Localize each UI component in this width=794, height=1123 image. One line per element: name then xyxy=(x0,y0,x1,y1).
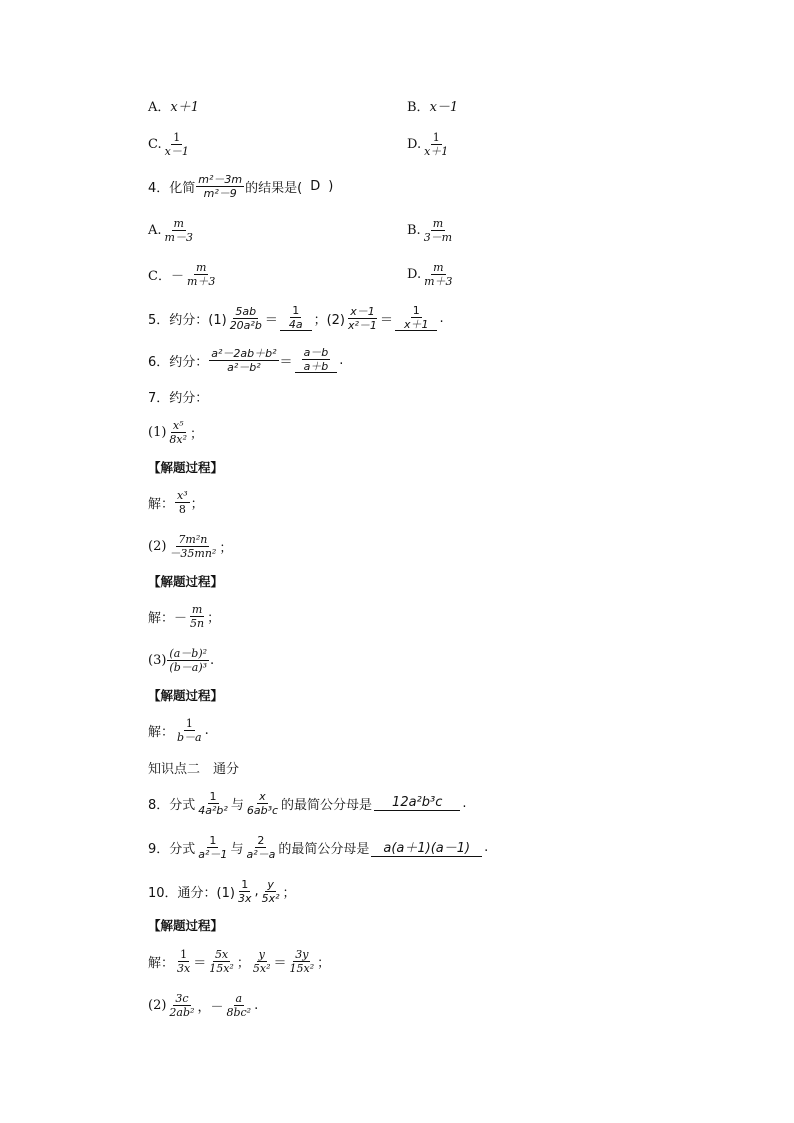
punctuation: ； xyxy=(236,955,250,971)
solution-tag xyxy=(148,684,223,706)
numerator: m²－3m xyxy=(198,172,243,186)
denominator: －35mn² xyxy=(169,546,217,560)
punctuation: ； xyxy=(317,955,331,971)
option-label: D. xyxy=(407,136,422,152)
numerator: 1 xyxy=(185,716,193,730)
denominator: 3x xyxy=(177,961,191,975)
denominator: 5n xyxy=(190,616,205,630)
denominator: x－1 xyxy=(164,144,189,158)
fraction xyxy=(196,791,230,816)
question-text: 的最简公分母是 xyxy=(278,841,370,857)
question-text: 10．通分：(1) xyxy=(148,885,235,901)
denominator: b－a xyxy=(177,730,202,744)
option-label: A. xyxy=(148,222,162,238)
denominator: a²－1 xyxy=(198,847,228,861)
q7-solution-1 xyxy=(148,486,204,518)
equals-sign: ＝ xyxy=(273,955,287,971)
fraction xyxy=(167,993,196,1018)
fraction xyxy=(260,879,282,904)
equals-sign: ＝ xyxy=(193,955,207,971)
numerator: y xyxy=(267,877,274,891)
period: . xyxy=(484,839,489,855)
fraction xyxy=(244,835,277,860)
fraction xyxy=(209,348,278,373)
punctuation: . xyxy=(204,722,209,738)
punctuation: ； xyxy=(190,496,204,512)
solution-prefix: 解： xyxy=(148,610,175,626)
numerator: 3c xyxy=(175,991,189,1005)
numerator: a－b xyxy=(303,346,329,359)
solution-label: 【解题过程】 xyxy=(148,918,224,933)
fraction xyxy=(207,949,236,974)
fraction xyxy=(422,218,454,243)
numerator: (a－b)² xyxy=(169,646,208,660)
solution-tag xyxy=(148,914,223,936)
q4-option-a xyxy=(148,214,196,246)
denominator: x＋1 xyxy=(403,318,429,331)
denominator: m²－9 xyxy=(203,186,237,200)
question-text: 6．约分： xyxy=(148,354,209,370)
fraction xyxy=(175,490,190,515)
fraction xyxy=(167,420,189,445)
solution-tag xyxy=(148,456,223,478)
punctuation: , xyxy=(254,883,259,899)
fraction xyxy=(228,306,264,331)
numerator: x xyxy=(259,789,266,803)
q4-option-d xyxy=(407,258,456,290)
answer-blank: 12a²b³c xyxy=(374,795,460,811)
fraction xyxy=(224,993,253,1018)
q4-option-b xyxy=(407,214,455,246)
question-9 xyxy=(148,830,488,864)
option-expr: x＋1 xyxy=(170,99,199,115)
fraction xyxy=(167,648,209,673)
question-text: 的最简公分母是 xyxy=(281,797,373,813)
part-label: (2) xyxy=(148,538,167,554)
denominator: m＋3 xyxy=(424,274,453,288)
denominator: x²－1 xyxy=(348,318,377,332)
numerator: x³ xyxy=(177,488,188,502)
fraction xyxy=(422,262,454,287)
q10-solution-1 xyxy=(148,944,330,978)
fraction xyxy=(236,879,254,904)
numerator: 1 xyxy=(209,833,217,847)
denominator: a²－b² xyxy=(227,360,261,374)
question-text: 9．分式 xyxy=(148,841,196,857)
numerator: x－1 xyxy=(350,304,375,318)
question-text: 4．化简 xyxy=(148,180,196,196)
fraction xyxy=(163,132,191,157)
question-5 xyxy=(148,302,444,334)
equals-sign: ＝ xyxy=(264,312,278,328)
question-text: ) xyxy=(328,178,334,194)
numerator: 1 xyxy=(173,130,181,144)
punctuation: ； xyxy=(219,540,233,556)
answer-blank xyxy=(395,305,438,331)
numerator: m xyxy=(191,602,203,616)
q3-option-a xyxy=(148,94,199,116)
fraction xyxy=(188,604,206,629)
period: . xyxy=(339,352,344,368)
numerator: x⁵ xyxy=(172,418,184,432)
fraction xyxy=(196,174,244,199)
fraction xyxy=(167,534,218,559)
equals-sign: ＝ xyxy=(279,354,293,370)
option-label: C. xyxy=(148,136,162,152)
numerator: 3y xyxy=(295,947,309,961)
denominator: 20a²b xyxy=(229,318,262,332)
option-label: C． xyxy=(148,268,171,284)
q7-part-2 xyxy=(148,530,232,562)
numerator: 5x xyxy=(214,947,229,961)
fraction xyxy=(302,347,331,372)
option-expr: x－1 xyxy=(429,99,459,115)
question-text: 8．分式 xyxy=(148,797,196,813)
numerator: y xyxy=(258,947,265,961)
question-text: 与 xyxy=(230,797,244,813)
sign: － xyxy=(174,610,188,626)
section-title: 知识点二 通分 xyxy=(148,761,240,777)
sign: － xyxy=(210,999,224,1015)
denominator: 8x² xyxy=(169,432,188,446)
punctuation: . xyxy=(210,652,215,668)
q4-option-c xyxy=(148,258,218,290)
denominator: 5x² xyxy=(261,891,280,905)
denominator: m－3 xyxy=(164,230,193,244)
fraction xyxy=(251,949,273,974)
solution-tag xyxy=(148,570,223,592)
denominator: a＋b xyxy=(303,360,329,373)
q7-solution-3 xyxy=(148,714,209,746)
fraction xyxy=(196,835,229,860)
answer-blank xyxy=(295,347,338,373)
numerator: 2 xyxy=(257,833,265,847)
numerator: 1 xyxy=(432,130,440,144)
question-4 xyxy=(148,170,333,202)
period: . xyxy=(254,997,259,1013)
numerator: 1 xyxy=(241,877,249,891)
punctuation: ， xyxy=(197,999,211,1015)
numerator: 1 xyxy=(209,789,217,803)
q7-solution-2 xyxy=(148,600,220,632)
punctuation: ； xyxy=(190,426,204,442)
q7-part-1 xyxy=(148,416,203,448)
numerator: a²－2ab＋b² xyxy=(211,346,277,360)
question-text: 5．约分：(1) xyxy=(148,312,227,328)
solution-label: 【解题过程】 xyxy=(148,460,224,475)
numerator: 1 xyxy=(180,947,188,961)
fraction xyxy=(175,718,204,743)
fraction xyxy=(163,218,195,243)
period: . xyxy=(462,795,467,811)
fraction xyxy=(287,305,305,330)
punctuation: ； xyxy=(207,610,221,626)
denominator: 8 xyxy=(178,502,186,516)
numerator: 1 xyxy=(412,304,420,317)
denominator: 3x xyxy=(237,891,252,905)
q7-part-3 xyxy=(148,644,214,676)
fraction xyxy=(402,305,431,330)
numerator: a xyxy=(235,991,243,1005)
question-text: 7．约分： xyxy=(148,390,209,406)
answer-blank: a(a＋1)(a－1) xyxy=(371,837,482,857)
solution-prefix: 解： xyxy=(148,496,175,512)
denominator: 3－m xyxy=(423,230,453,244)
numerator: 1 xyxy=(292,304,300,317)
option-label: A． xyxy=(148,99,171,115)
fraction xyxy=(346,306,379,331)
solution-label: 【解题过程】 xyxy=(148,688,224,703)
fraction xyxy=(245,791,280,816)
answer-blank xyxy=(280,305,312,331)
denominator: 5x² xyxy=(252,961,271,975)
answer: D xyxy=(310,178,321,194)
part-label: (3) xyxy=(148,652,167,668)
period: . xyxy=(439,310,444,326)
section-heading xyxy=(148,756,239,778)
denominator: m＋3 xyxy=(186,274,216,288)
question-text: 的结果是( xyxy=(245,180,303,196)
option-label: D. xyxy=(407,266,422,282)
question-text: ；(2) xyxy=(313,312,346,328)
denominator: x＋1 xyxy=(424,144,449,158)
numerator: m xyxy=(433,260,444,274)
question-10 xyxy=(148,874,296,908)
numerator: m xyxy=(432,216,444,230)
denominator: 4a²b² xyxy=(198,803,228,817)
numerator: 5ab xyxy=(235,304,257,318)
part-label: (2) xyxy=(148,997,167,1013)
denominator: 6ab³c xyxy=(246,803,279,817)
numerator: m xyxy=(173,216,184,230)
denominator: 8bc² xyxy=(226,1005,252,1019)
punctuation: ； xyxy=(282,885,296,901)
denominator: 2ab² xyxy=(169,1005,195,1019)
denominator: 15x² xyxy=(209,961,234,975)
q3-option-b xyxy=(407,94,458,116)
question-7-title xyxy=(148,385,208,407)
part-label: (1) xyxy=(148,424,167,440)
option-label: B． xyxy=(407,99,430,115)
option-label: B. xyxy=(407,222,421,238)
fraction xyxy=(185,262,217,287)
question-6 xyxy=(148,344,343,376)
question-8 xyxy=(148,786,467,820)
q3-option-c xyxy=(148,128,192,160)
solution-prefix: 解： xyxy=(148,724,175,740)
denominator: 15x² xyxy=(289,961,315,975)
numerator: 7m²n xyxy=(178,532,208,546)
numerator: m xyxy=(195,260,207,274)
denominator: (b－a)³ xyxy=(169,660,208,674)
equals-sign: ＝ xyxy=(379,312,393,328)
fraction xyxy=(422,132,450,157)
fraction xyxy=(288,949,317,974)
solution-prefix: 解： xyxy=(148,955,175,971)
sign: － xyxy=(170,268,184,284)
denominator: 4a xyxy=(288,318,303,331)
solution-label: 【解题过程】 xyxy=(148,574,224,589)
fraction xyxy=(175,949,192,974)
question-text: 与 xyxy=(230,841,244,857)
denominator: a²－a xyxy=(246,847,276,861)
q10-part-2 xyxy=(148,988,258,1022)
q3-option-d xyxy=(407,128,451,160)
